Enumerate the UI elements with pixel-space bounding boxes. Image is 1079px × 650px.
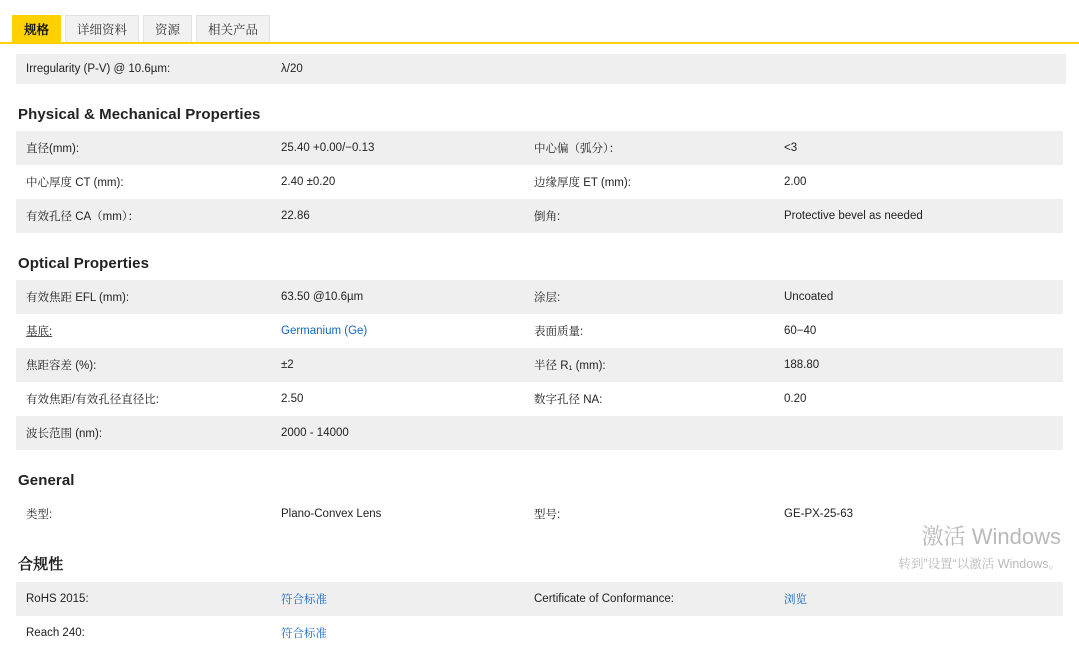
row-label: 有效焦距/有效孔径直径比: [16, 382, 271, 416]
tab-bar [0, 0, 1079, 44]
watermark-subtitle: 转到”设置“以激活 Windows。 [898, 557, 1061, 571]
row-label-secondary: 中心偏（弧分）： [524, 131, 774, 165]
row-value-secondary: Uncoated [774, 280, 1063, 314]
substrate-link[interactable]: Germanium (Ge) [281, 325, 368, 337]
row-value: 63.50 @10.6µm [271, 280, 524, 314]
row-label-secondary: Certificate of Conformance: [524, 582, 774, 616]
table-row [16, 416, 1063, 450]
row-value-secondary: GE-PX-25-63 [774, 497, 1063, 531]
row-label: 直径(mm): [16, 131, 271, 165]
tab-related-products[interactable]: 相关产品 [196, 15, 270, 45]
row-value-secondary: 2.00 [774, 165, 1063, 199]
row-value-secondary [774, 416, 1063, 450]
general-table [16, 497, 1063, 531]
row-value: ±2 [271, 348, 524, 382]
table-row [16, 616, 1063, 650]
row-label-secondary: 型号: [524, 497, 774, 531]
row-value: 25.40 +0.00/−0.13 [271, 131, 524, 165]
row-value-secondary: 188.80 [774, 348, 1063, 382]
section-title-optical: Optical Properties [18, 255, 150, 272]
row-value: 22.86 [271, 199, 524, 233]
row-value-secondary [774, 616, 1063, 650]
row-value-secondary: Protective bevel as needed [774, 199, 1063, 233]
row-label: Reach 240: [16, 616, 271, 650]
row-label-secondary: 半径 R₁ (mm): [524, 348, 774, 382]
row-label-text: 基底: [26, 326, 53, 338]
optical-properties-table [16, 280, 1063, 450]
table-row [16, 54, 1066, 84]
row-value: 2.50 [271, 382, 524, 416]
row-value-secondary: 0.20 [774, 382, 1063, 416]
physical-properties-table [16, 131, 1063, 233]
row-value-secondary: 60−40 [774, 314, 1063, 348]
table-row [16, 497, 1063, 531]
row-label-secondary: 涂层: [524, 280, 774, 314]
row-value [271, 616, 524, 650]
row-value [271, 582, 524, 616]
row-label-substrate [16, 314, 271, 348]
table-row [16, 314, 1063, 348]
row-label: 焦距容差 (%): [16, 348, 271, 382]
row-value: Plano-Convex Lens [271, 497, 524, 531]
row-label: 波长范围 (nm): [16, 416, 271, 450]
conformance-browse-link[interactable]: 浏览 [784, 594, 807, 606]
watermark-title: 激活 Windows [921, 523, 1061, 549]
section-title-compliance: 合规性 [18, 556, 64, 573]
section-title-general: General [18, 472, 75, 489]
row-label: 有效焦距 EFL (mm): [16, 280, 271, 314]
spec-content [0, 44, 1079, 650]
row-label: 类型: [16, 497, 271, 531]
row-label-secondary: 表面质量: [524, 314, 774, 348]
row-label-secondary [524, 416, 774, 450]
tab-resources[interactable]: 资源 [143, 15, 192, 45]
table-row [16, 582, 1063, 616]
row-label: Irregularity (P-V) @ 10.6µm: [16, 54, 271, 84]
row-label: RoHS 2015: [16, 582, 271, 616]
row-label-secondary: 数字孔径 NA: [524, 382, 774, 416]
row-label-secondary [524, 616, 774, 650]
row-label: 有效孔径 CA（mm）： [16, 199, 271, 233]
row-value: λ/20 [271, 54, 1066, 84]
row-value: 2000 - 14000 [271, 416, 524, 450]
table-row [16, 165, 1063, 199]
section-title-physical: Physical & Mechanical Properties [18, 106, 261, 123]
table-row [16, 131, 1063, 165]
row-label-secondary: 倒角: [524, 199, 774, 233]
tab-specs[interactable]: 规格 [12, 15, 61, 45]
row-label-secondary: 边缘厚度 ET (mm): [524, 165, 774, 199]
row-value-secondary: <3 [774, 131, 1063, 165]
row-label: 中心厚度 CT (mm): [16, 165, 271, 199]
row-value [271, 314, 524, 348]
table-row [16, 382, 1063, 416]
table-row [16, 348, 1063, 382]
rohs-compliance-link[interactable]: 符合标准 [281, 594, 327, 606]
compliance-table [16, 582, 1063, 650]
row-value-secondary [774, 582, 1063, 616]
table-row [16, 199, 1063, 233]
table-row [16, 280, 1063, 314]
tab-underline [0, 42, 1079, 44]
reach-compliance-link[interactable]: 符合标准 [281, 628, 327, 640]
row-value: 2.40 ±0.20 [271, 165, 524, 199]
irregularity-table [16, 54, 1066, 84]
tab-details[interactable]: 详细资料 [65, 15, 139, 45]
